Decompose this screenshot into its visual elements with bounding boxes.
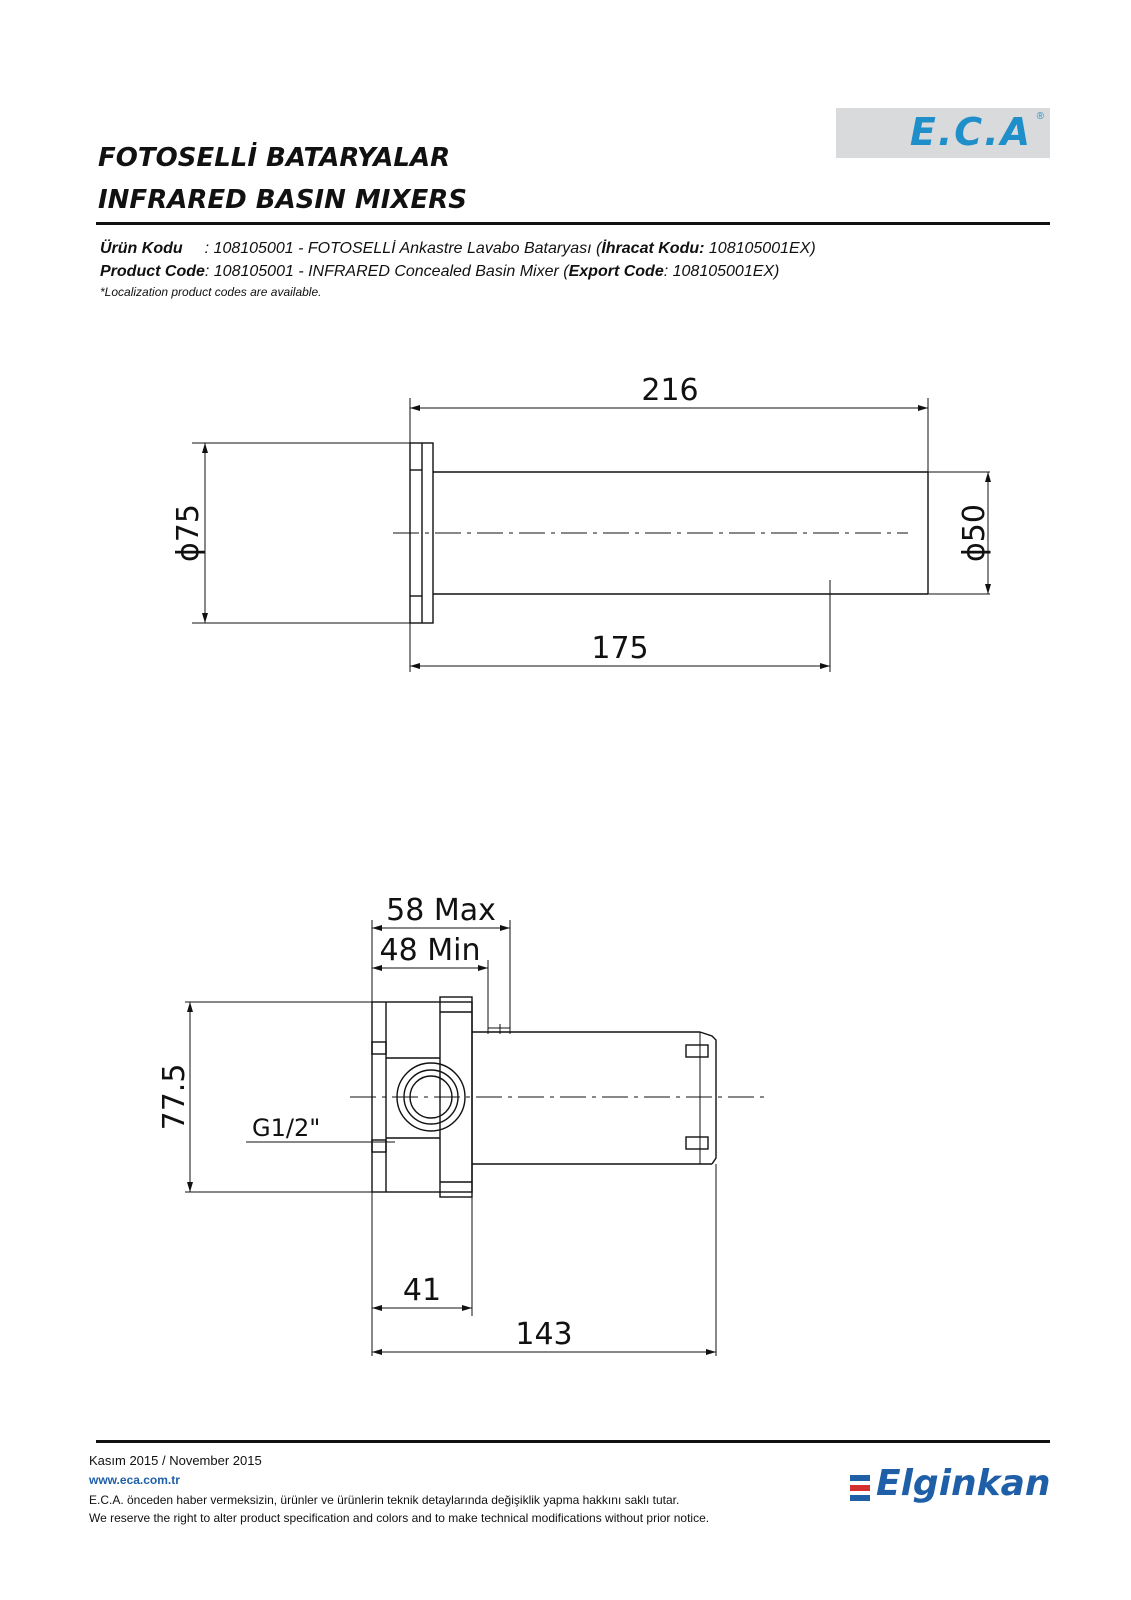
dim-length-216: 216 <box>641 373 699 408</box>
dim-body-length-175: 175 <box>591 631 649 666</box>
dim-total-143: 143 <box>515 1317 573 1352</box>
dim-48-min: 48 Min <box>379 933 481 968</box>
dim-flange-diameter-75: ϕ75 <box>171 504 206 562</box>
title-english: INFRARED BASIN MIXERS <box>98 185 468 215</box>
footer-divider <box>96 1440 1050 1443</box>
export-code-label: Export Code <box>568 263 664 280</box>
ihracat-kodu-value: 108105001EX) <box>704 240 816 257</box>
localization-note: *Localization product codes are available. <box>100 285 322 299</box>
footer-website-link[interactable]: www.eca.com.tr <box>89 1473 180 1487</box>
elginkan-logo-text: Elginkan <box>876 1463 1051 1504</box>
dim-height-77-5: 77.5 <box>157 1063 192 1131</box>
title-turkish: FOTOSELLİ BATARYALAR <box>98 143 451 173</box>
dim-58-max: 58 Max <box>386 893 496 928</box>
registered-mark: ® <box>1036 111 1044 122</box>
eca-logo-text: E.C.A <box>909 110 1032 154</box>
urun-kodu-value: : 108105001 - FOTOSELLİ Ankastre Lavabo Bataryası ( <box>204 240 602 257</box>
ihracat-kodu-label: İhracat Kodu: <box>601 240 705 257</box>
urun-kodu-label: Ürün Kodu <box>100 240 183 257</box>
export-code-value: : 108105001EX) <box>663 263 780 280</box>
footer-disclaimer-tr: E.C.A. önceden haber vermeksizin, ürünler ve ürünlerin teknik detaylarında değişiklik yapma hakkını saklı tutar. <box>89 1493 680 1507</box>
dim-body-diameter-50: ϕ50 <box>957 504 992 562</box>
product-code-label: Product Code <box>100 263 205 280</box>
product-code-value: : 108105001 - INFRARED Concealed Basin Mixer ( <box>204 263 569 280</box>
footer-date: Kasım 2015 / November 2015 <box>89 1453 262 1468</box>
dim-depth-41: 41 <box>402 1273 442 1308</box>
dim-thread-g1-2: G1/2" <box>252 1114 321 1142</box>
elginkan-bars-icon <box>850 1475 872 1501</box>
footer-disclaimer-en: We reserve the right to alter product specification and colors and to make technical modifications without prior notice. <box>89 1511 710 1525</box>
